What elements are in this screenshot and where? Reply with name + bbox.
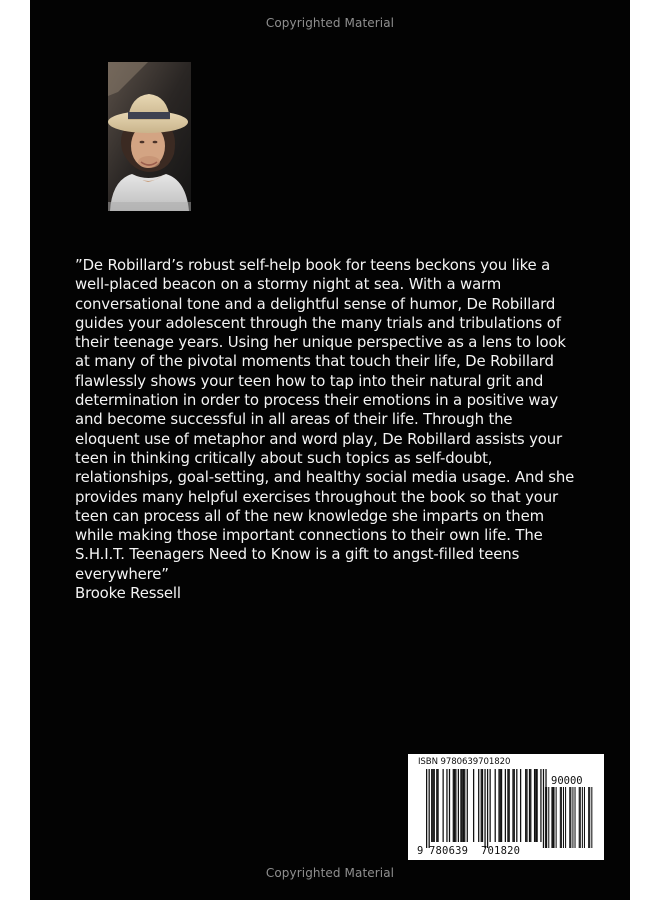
author-photo: [108, 62, 191, 211]
barcode-bar: [460, 769, 461, 842]
barcode-bar: [516, 769, 517, 842]
barcode-bar: [588, 787, 589, 848]
barcode-bar: [437, 769, 438, 842]
barcode-bar: [431, 769, 432, 842]
barcode-bar: [520, 769, 521, 842]
barcode-bar: [545, 787, 546, 848]
barcode-bar: [560, 787, 561, 848]
barcode-bar: [543, 787, 544, 848]
barcode-bar: [530, 769, 531, 842]
quote-line: provides many helpful exercises throughout the book so that your: [75, 487, 558, 506]
barcode-bar: [584, 787, 585, 848]
ean-right-digits: 701820: [481, 845, 521, 857]
barcode-bar: [487, 769, 488, 848]
price-code: 90000: [551, 775, 583, 787]
barcode-bar: [589, 787, 590, 848]
quote-line: while making those important connections to their own life. The: [75, 526, 543, 545]
quote-line: relationships, goal-setting, and healthy social media usage. And she: [75, 468, 575, 487]
barcode-bar: [443, 769, 444, 842]
ean-first-digit: 9: [417, 845, 424, 857]
quote-line: teen in thinking critically about such topics as self-doubt,: [75, 448, 493, 467]
isbn-label: ISBN 9780639701820: [418, 757, 511, 767]
barcode-bar: [536, 769, 537, 842]
barcode-bar: [458, 769, 459, 842]
copyright-watermark-bottom: Copyrighted Material: [265, 866, 395, 880]
quote-line: conversational tone and a delightful sense of humor, De Robillard: [75, 294, 556, 313]
barcode-bar: [551, 787, 552, 848]
barcode-bar: [482, 769, 483, 842]
barcode-bar: [484, 769, 485, 848]
quote-line: their teenage years. Using her unique perspective as a lens to look: [75, 333, 566, 352]
quote-line: flawlessly shows your teen how to tap into their natural grit and: [75, 371, 544, 390]
quote-line: at many of the pivotal moments that touch their life, De Robillard: [75, 352, 554, 371]
quote-line: eloquent use of metaphor and word play, De Robillard assists your: [75, 429, 562, 448]
barcode-bar: [498, 769, 499, 842]
barcode-bar: [546, 787, 547, 848]
barcode-bar: [495, 769, 496, 842]
quote-line: and become successful in all areas of their life. Through the: [75, 410, 513, 429]
quote-line: everywhere”: [75, 564, 169, 583]
barcode-bar: [432, 769, 433, 842]
barcode-bar: [582, 787, 583, 848]
barcode-bar: [561, 787, 562, 848]
copyright-watermark-top: Copyrighted Material: [265, 16, 395, 30]
author-photo-image: [108, 62, 191, 211]
barcode-bar: [512, 769, 513, 842]
barcode-bar: [540, 769, 541, 842]
barcode-bar: [556, 787, 557, 848]
barcode-bar: [548, 787, 549, 848]
barcode-bar: [449, 769, 450, 842]
barcode-bar: [463, 769, 464, 842]
quote-line: ”De Robillard’s robust self-help book for teens beckons you like a: [75, 256, 551, 274]
review-quote: [75, 256, 605, 603]
barcode-bar: [534, 769, 535, 842]
barcode-bar: [514, 769, 515, 842]
barcode-bar: [569, 787, 570, 848]
isbn-barcode: [408, 754, 604, 860]
barcode-bar: [481, 769, 482, 842]
barcode-bar: [490, 769, 491, 842]
barcode-bar: [505, 769, 506, 842]
barcode-bar: [570, 787, 571, 848]
barcode-bar: [455, 769, 456, 842]
quote-line: well-placed beacon on a stormy night at sea. With a warm: [75, 275, 502, 294]
barcode-bar: [509, 769, 510, 842]
barcode-bar: [591, 787, 592, 848]
barcode-bar: [434, 769, 435, 842]
quote-attribution: Brooke Ressell: [75, 584, 181, 603]
barcode-bar: [529, 769, 530, 842]
barcode-bar: [473, 769, 474, 842]
barcode-bar: [478, 769, 479, 842]
barcode-bar: [462, 769, 463, 842]
barcode-bar: [554, 787, 555, 848]
barcode-bar: [572, 787, 573, 848]
barcode-bar: [464, 769, 465, 842]
barcode-bar: [552, 787, 553, 848]
barcode-bar: [446, 769, 447, 842]
barcode-bar: [500, 769, 501, 842]
barcode-bar: [526, 769, 527, 842]
barcode-bar: [501, 769, 502, 842]
barcode-bar: [579, 787, 580, 848]
barcode-bar: [453, 769, 454, 842]
quote-line: guides your adolescent through the many trials and tribulations of: [75, 313, 561, 332]
barcode-bar: [454, 769, 455, 842]
barcode-bar: [426, 769, 427, 848]
barcode-bar: [563, 787, 564, 848]
quote-line: determination in order to process their emotions in a positive way: [75, 391, 559, 410]
barcode-bar: [575, 787, 576, 848]
barcode-bar: [507, 769, 508, 842]
quote-line: S.H.I.T. Teenagers Need to Know is a gift to angst-filled teens: [75, 545, 520, 564]
barcode-bar: [580, 787, 581, 848]
barcode-bar: [467, 769, 468, 842]
barcode-bar: [436, 769, 437, 842]
barcode-bar: [565, 787, 566, 848]
barcode-bar: [535, 769, 536, 842]
barcode-bar: [525, 769, 526, 842]
ean-left-digits: 780639: [429, 845, 469, 857]
barcode-bar: [429, 769, 430, 848]
quote-line: teen can process all of the new knowledge she imparts on them: [75, 506, 544, 525]
